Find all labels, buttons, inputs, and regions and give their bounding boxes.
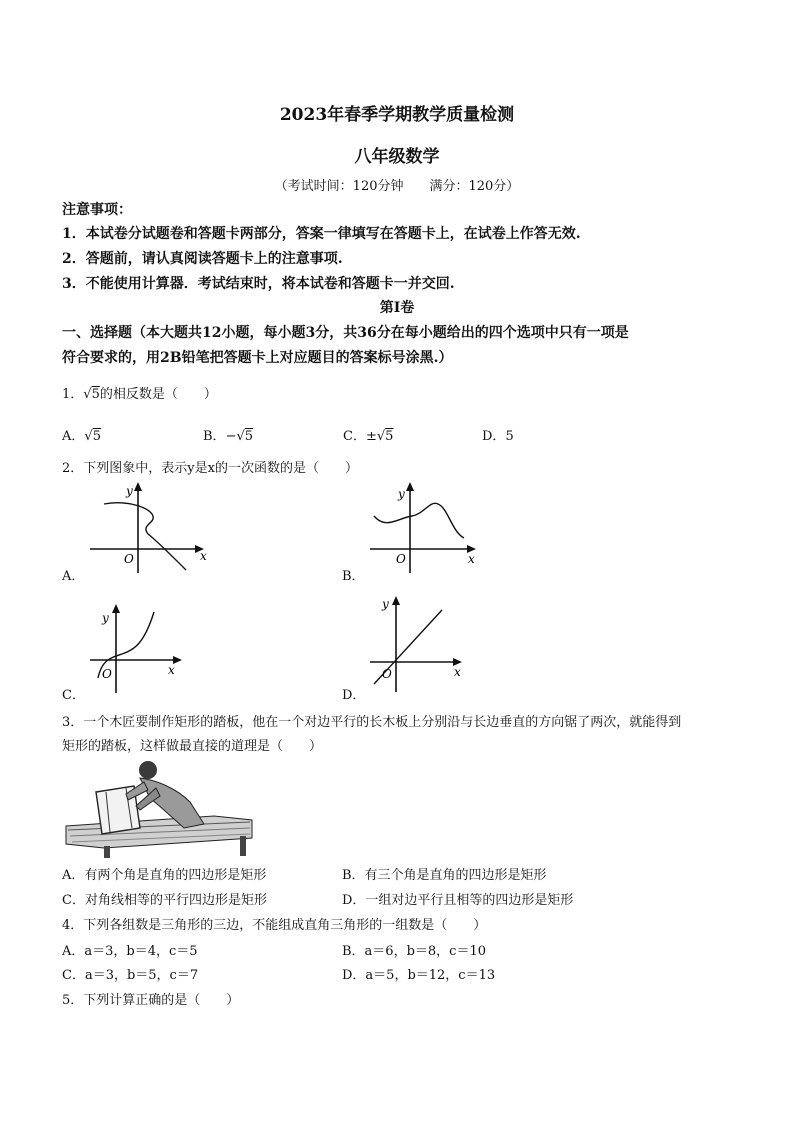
note-item-3: 3．不能使用计算器．考试结束时，将本试卷和答题卡一并交回. (62, 276, 455, 292)
question-1-stem (62, 383, 217, 402)
graph-b (368, 478, 488, 578)
x-axis-label: x (168, 663, 175, 677)
option-label: C． (343, 429, 366, 444)
question-2-label-a: A． (62, 569, 85, 584)
question-4-stem: 4．下列各组数是三角形的三边，不能组成直角三角形的一组数是（ ） (62, 918, 487, 933)
exam-info: （考试时间：120分钟 满分：120分） (274, 179, 520, 194)
question-3-option-c: C．对角线相等的平行四边形是矩形 (62, 893, 267, 908)
question-3-stem-1: 3．一个木匠要制作矩形的踏板，他在一个对边平行的长木板上分别沿与长边垂直的方向锯了两次，就能得到 (62, 715, 682, 730)
sqrt-icon: √ (83, 387, 92, 402)
question-1-option-a (62, 425, 101, 444)
sqrt-icon: √ (84, 429, 93, 444)
origin-label: O (396, 552, 406, 566)
page-title: 2023年春季学期教学质量检测 (279, 105, 515, 125)
question-1-text: 的相反数是（ ） (99, 387, 217, 402)
question-1-number: 1． (62, 387, 84, 402)
curve (104, 503, 186, 570)
graph-a (88, 478, 218, 578)
note-item-2: 2．答题前，请认真阅读答题卡上的注意事项. (62, 251, 343, 267)
option-value: 5 (244, 429, 254, 444)
y-arrow-icon (134, 482, 142, 491)
option-value: 5 (92, 429, 101, 444)
question-3-option-a: A．有两个角是直角的四边形是矩形 (62, 868, 267, 883)
option-sign: ± (365, 429, 377, 444)
option-sign: − (225, 429, 237, 444)
question-1-option-b (203, 425, 253, 444)
sqrt-icon: √ (376, 429, 386, 444)
origin-label: O (124, 552, 134, 566)
question-1-option-c (343, 425, 393, 444)
carpenter-illustration (64, 758, 254, 858)
y-axis-label: y (126, 484, 133, 498)
section-instruction-2: 符合要求的，用2B铅笔把答题卡上对应题目的答案标号涂黑.） (62, 350, 453, 366)
question-4-option-c: C．a＝3，b＝5，c＝7 (62, 968, 199, 983)
option-value: 5 (385, 429, 394, 444)
origin-label: O (382, 667, 392, 681)
question-2-label-c: C． (62, 688, 85, 703)
question-4-option-d: D．a＝5，b＝12，c＝13 (342, 968, 496, 983)
origin-label: O (102, 667, 112, 681)
question-2-stem: 2．下列图象中，表示y是x的一次函数的是（ ） (62, 461, 358, 476)
question-3-stem-2: 矩形的踏板，这样做最直接的道理是（ ） (62, 739, 323, 754)
question-3-option-d: D．一组对边平行且相等的四边形是矩形 (342, 893, 574, 908)
question-5-stem: 5．下列计算正确的是（ ） (62, 993, 240, 1008)
sqrt-icon: √ (236, 429, 245, 444)
x-axis-label: x (454, 665, 461, 679)
graph-c (88, 598, 198, 698)
question-3-option-b: B．有三个角是直角的四边形是矩形 (342, 868, 547, 883)
option-label: B． (203, 429, 226, 444)
page-subtitle: 八年级数学 (354, 147, 440, 167)
question-1-option-d (482, 425, 514, 444)
notes-heading: 注意事项： (62, 202, 132, 218)
x-axis-label: x (468, 552, 475, 566)
option-label: D． (482, 429, 506, 444)
question-2-label-b: B． (342, 569, 365, 584)
curve (374, 503, 464, 538)
question-4-option-b: B．a＝6，b＝8，c＝10 (342, 944, 486, 959)
option-value: 5 (505, 429, 514, 444)
y-arrow-icon (406, 482, 414, 491)
graph-d (368, 590, 478, 695)
option-label: A． (62, 429, 85, 444)
question-4-option-a: A．a＝3，b＝4，c＝5 (62, 944, 198, 959)
y-axis-label: y (398, 487, 405, 501)
x-axis-label: x (200, 549, 207, 563)
question-2-label-d: D． (342, 688, 366, 703)
section-label: 第Ⅰ卷 (379, 300, 415, 316)
section-instruction-1: 一、选择题（本大题共12小题，每小题3分，共36分在每小题给出的四个选项中只有一项是 (62, 325, 629, 341)
y-axis-label: y (102, 611, 109, 625)
y-arrow-icon (392, 596, 400, 605)
y-arrow-icon (112, 604, 120, 613)
question-1-radicand: 5 (91, 387, 100, 402)
note-item-1: 1．本试卷分试题卷和答题卡两部分，答案一律填写在答题卡上，在试卷上作答无效. (62, 226, 581, 242)
y-axis-label: y (382, 597, 389, 611)
